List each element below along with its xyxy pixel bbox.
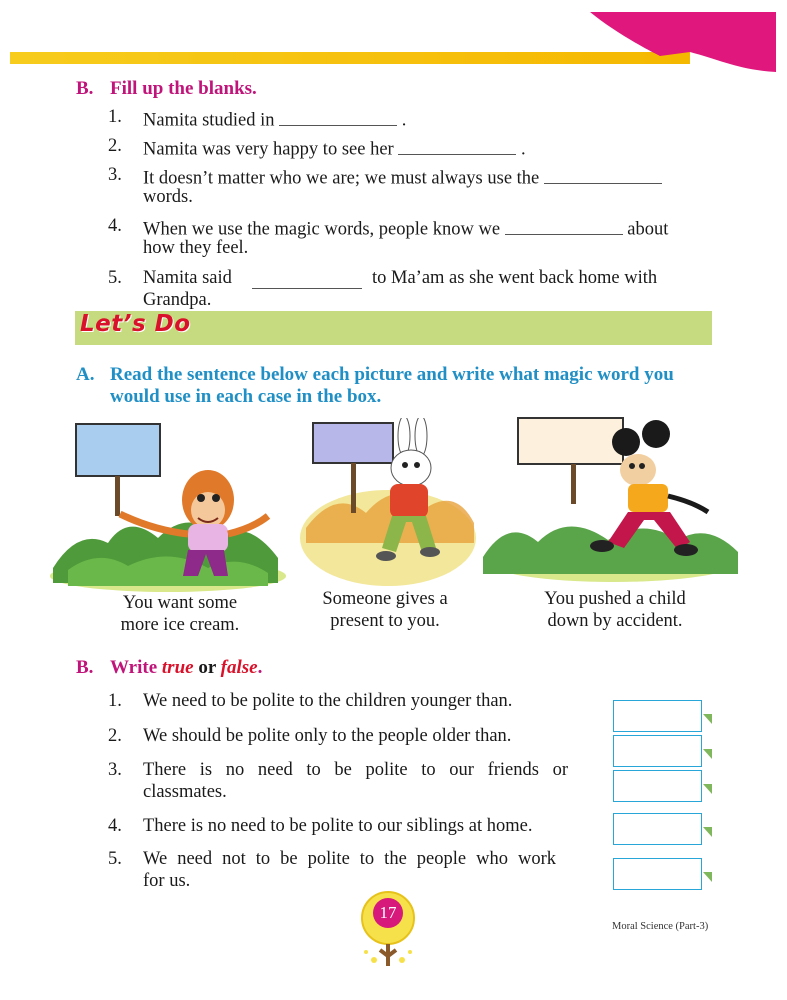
blank-line[interactable] <box>398 135 516 155</box>
monkey-picture <box>38 418 288 593</box>
blank-line[interactable] <box>252 269 362 289</box>
fill-blank-item-4: 4. When we use the magic words, people know we about how they feel. <box>108 216 669 258</box>
true-false-heading: B. Write true or false. <box>76 657 263 678</box>
rabbit-picture <box>296 418 476 588</box>
fill-blank-item-5: 5. Namita said to Ma’am as she went back home with Grandpa. <box>108 268 658 310</box>
picture-caption-1: You want some more ice cream. <box>120 593 240 635</box>
blank-line[interactable] <box>505 215 623 235</box>
box-corner-icon <box>703 784 712 794</box>
mouse-picture <box>478 412 740 587</box>
answer-box-3[interactable] <box>613 770 702 802</box>
fill-blanks-heading: B. Fill up the blanks. <box>76 78 257 99</box>
book-title: Moral Science (Part-3) <box>612 921 709 932</box>
page-number: 17 <box>373 898 403 928</box>
blank-line[interactable] <box>544 164 662 184</box>
answer-box-1[interactable] <box>613 700 702 732</box>
true-false-item-4: 4. There is no need to be polite to our siblings at home. <box>108 816 533 836</box>
lets-do-title: Let’s Do <box>80 311 191 337</box>
true-false-item-1: 1. We need to be polite to the children younger than. <box>108 691 513 711</box>
box-corner-icon <box>703 827 712 837</box>
true-false-item-5: 5. We need not to be polite to the people who work for us. <box>108 849 556 891</box>
box-corner-icon <box>703 749 712 759</box>
answer-box-4[interactable] <box>613 813 702 845</box>
box-corner-icon <box>703 714 712 724</box>
box-corner-icon <box>703 872 712 882</box>
sign-board-icon <box>76 424 160 476</box>
answer-box-5[interactable] <box>613 858 702 890</box>
fill-blank-item-3: 3. It doesn’t matter who we are; we must always use the words. <box>108 164 718 208</box>
blank-line[interactable] <box>279 106 397 126</box>
sign-board-icon <box>518 418 623 464</box>
fill-blank-item-1: 1. Namita studied in . <box>108 107 407 131</box>
true-false-item-3: 3. There is no need to be polite to our friends or classmates. <box>108 760 568 802</box>
fill-blank-item-2: 2. Namita was very happy to see her . <box>108 136 526 160</box>
header-corner-decoration <box>0 0 787 80</box>
picture-caption-2: Someone gives a present to you. <box>322 589 448 631</box>
sign-board-icon <box>313 423 393 463</box>
magic-words-heading-line2: would use in each case in the box. <box>110 386 382 407</box>
true-false-item-2: 2. We should be polite only to the people older than. <box>108 726 512 746</box>
answer-box-2[interactable] <box>613 735 702 767</box>
picture-caption-3: You pushed a child down by accident. <box>544 589 686 631</box>
magic-words-heading: A. Read the sentence below each picture and write what magic word you <box>76 364 674 385</box>
